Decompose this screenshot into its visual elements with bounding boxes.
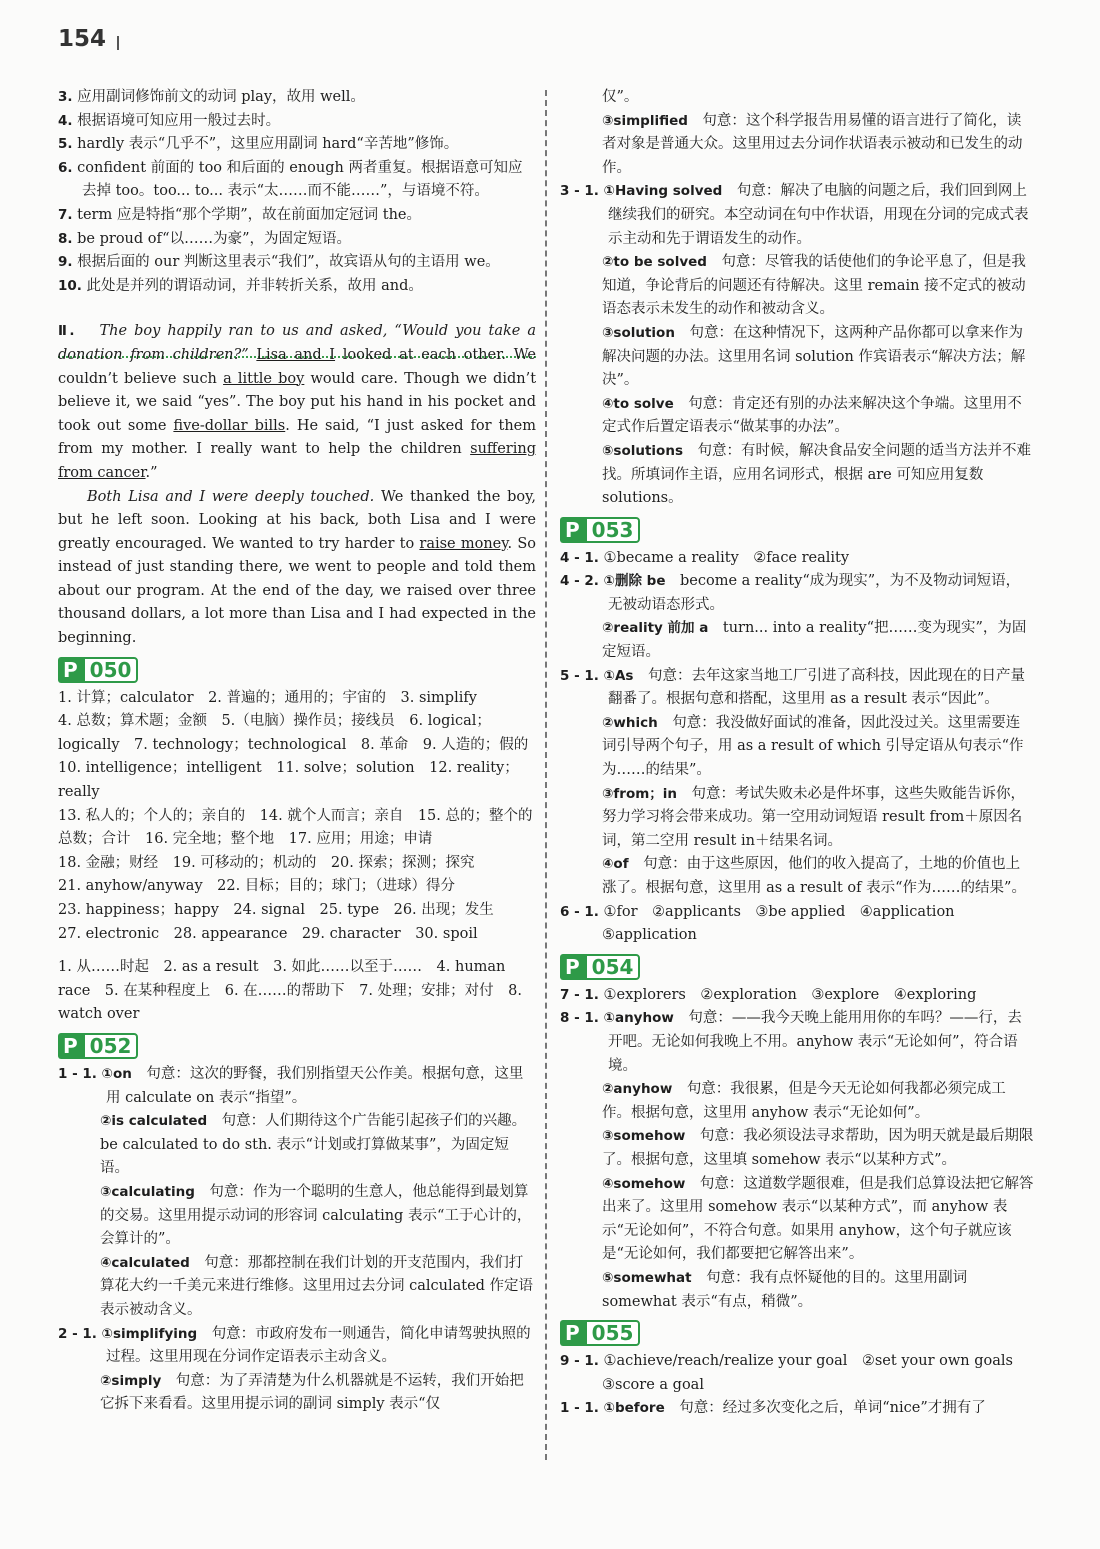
page-badge-053 [560, 517, 640, 543]
vocabulary-answers [58, 687, 548, 947]
entry-explanation: 句意：我必须设法寻求帮助，因为明天就是最后期限了。根据句意，这里填 somehow 表示“以某种方式”。 [602, 1128, 1034, 1168]
item-number: 5. [58, 136, 73, 153]
badge-number: 050 [83, 657, 139, 683]
entry-explanation: ①for ②applicants ③be applied ④application [603, 903, 955, 920]
section-label: Ⅱ. [58, 323, 75, 340]
page-number: 154 [58, 26, 107, 52]
answer-entry [58, 1252, 536, 1323]
passage-text: We thanked the boy, but he left soon. Looking at his back, both Lisa and I were greatly encouraged. We wanted to try harder to [58, 488, 536, 552]
answer-entry [58, 1370, 536, 1417]
vocab-line: 13. 私人的；个人的；亲自的 14. 就个人而言；亲自 15. 总的；整个的 总数；合计 16. 完全地；整个地 17. 应用；用途；申请 [58, 807, 548, 848]
entry-explanation: 句意：考试失败未必是件坏事，这些失败能告诉你，努力学习将会带来成功。第一空用动词短语 result from＋原因名词，第二空用 result in＋结果名词。 [602, 785, 1026, 849]
answer-blank: Lisa and I [256, 346, 336, 363]
entry-answer: ①before [603, 1400, 665, 1417]
badge-number: 054 [585, 954, 641, 980]
item-number: 4. [58, 112, 73, 129]
badge-number: 055 [585, 1320, 641, 1346]
entry-explanation: 句意：有时候，解决食品安全问题的适当方法并不难找。所填词作主语，应用名词形式，根据 are 可知应用复数 solutions。 [602, 442, 1031, 507]
answer-entry [560, 1007, 1034, 1078]
item-number: 8. [58, 230, 73, 247]
answer-entry [560, 1078, 1034, 1125]
entry-answer: ②anyhow [602, 1081, 673, 1098]
answer-blank: five-dollar bills [173, 417, 286, 434]
answer-entry [560, 1125, 1034, 1172]
vocab-line: 4. 总数；算术题；金额 5.（电脑）操作员；接线员 6. logical；logically 7. technology；technological 8. 革命 9. 人造的；假的 [58, 713, 529, 753]
entry-number: 1 - 1. [58, 1065, 97, 1082]
entry-explanation: ①explorers ②exploration ③explore ④exploring [603, 986, 977, 1003]
entry-explanation: 句意：经过多次变化之后，单词“nice”才拥有了 [679, 1400, 986, 1417]
item-text: 根据后面的 our 判断这里表示“我们”，故宾语从句的主语用 we。 [77, 254, 500, 271]
passage-text: . He said, “I just asked for them from my mother. I really want to help the children [58, 417, 537, 458]
entry-answer: ③somehow [602, 1128, 686, 1145]
answer-entry [560, 570, 1034, 617]
entry-explanation: 句意：——我今天晚上能用用你的车吗？——行，去开吧。无论如何我晚上不用。anyhow 表示“无论如何”，符合语境。 [608, 1010, 1022, 1074]
right-column [560, 86, 1034, 1421]
item-text: 此处是并列的谓语动词，并非转折关系，故用 and。 [86, 277, 423, 294]
answer-entry [560, 110, 1034, 181]
entry-answer: ①on [101, 1065, 132, 1082]
entry-explanation: ①achieve/reach/realize your goal ②set your own goals [603, 1353, 1013, 1370]
entry-explanation: 句意：那都控制在我们计划的开支范围内，我们打算花大约一千美元来进行维修。这里用过去分词 calculated 作定语表示被动含义。 [100, 1254, 534, 1318]
answer-entry [560, 617, 1034, 664]
entry-answer: ①As [603, 667, 634, 684]
answer-entry [560, 1397, 1034, 1421]
answer-entry [560, 440, 1034, 511]
item-text: 根据语境可知应用一般过去时。 [77, 112, 281, 129]
entry-explanation: 句意：市政府发布一则通告，简化申请驾驶执照的过程。这里用现在分词作定语表示主动含义。 [106, 1325, 531, 1366]
entry-answer: ④somehow [602, 1175, 686, 1192]
badge-p: P [58, 657, 83, 683]
badge-p: P [560, 1320, 585, 1346]
entry-explanation: ⑤application [602, 927, 697, 944]
left-column [58, 86, 548, 1417]
page-badge-055 [560, 1320, 640, 1346]
entry-answer: ②to be solved [602, 254, 707, 271]
answer-entry [560, 984, 1034, 1008]
page-number-divider [117, 36, 119, 50]
passage-text: . So instead of just standing there, we went to people and told them about our program. At the end of the day, we raised over three thousand dollars, a lot more than Lisa and I had expected in the beginning. [58, 535, 536, 647]
entry-explanation: 句意：由于这些原因，他们的收入提高了，土地的价值也上涨了。根据句意，这里用 as a result of 表示“作为……的结果”。 [602, 856, 1026, 896]
passage-text: .” [145, 464, 158, 481]
entry-explanation: turn... into a reality“把……变为现实”，为固定短语。 [602, 620, 1027, 661]
passage-text: would care. Though we didn’t believe it, we said “yes”. The boy put his hand in his pocket and took out some [58, 370, 537, 434]
entry-answer: ①Having solved [603, 183, 723, 200]
item-text: 应用副词修饰前文的动词 play，故用 well。 [77, 89, 365, 105]
entry-answer: ①simplifying [101, 1325, 198, 1342]
entry-explanation: 句意：为了弄清楚为什么机器就是不运转，我们开始把它拆下来看看。这里用提示词的副词 simply 表示“仅 [100, 1372, 524, 1413]
entry-number: 5 - 1. [560, 667, 599, 684]
answer-entry [560, 1350, 1034, 1374]
entry-explanation: 句意：在这种情况下，这两种产品你都可以拿来作为解决问题的办法。这里用名词 solution 作宾语表示“解决方法；解决”。 [602, 324, 1026, 389]
vocab-line: 18. 金融；财经 19. 可移动的；机动的 20. 探索；探测；探究 [58, 854, 475, 871]
entry-explanation: 句意：尽管我的话使他们的争论平息了，但是我知道，争论背后的问题还有待解决。这里 remain 接不定式的被动语态表示未发生的动作和被动含义。 [602, 254, 1026, 318]
entry-number: 7 - 1. [560, 986, 599, 1003]
phrase-answers: 1. 从……时起 2. as a result 3. 如此……以至于…… 4. human race 5. 在某种程度上 6. 在……的帮助下 7. 处理；安排；对付 8. watch over [58, 959, 522, 1023]
answer-item [58, 86, 536, 110]
entry-explanation: 句意：作为一个聪明的生意人，他总能得到最划算的交易。这里用提示动词的形容词 calculating 表示“工于心计的，会算计的”。 [100, 1183, 532, 1248]
answers-054 [560, 984, 1034, 1314]
answer-entry [560, 853, 1034, 900]
entry-answer: ①anyhow [603, 1010, 674, 1027]
entry-answer: ⑤somewhat [602, 1269, 692, 1286]
item-number: 9. [58, 254, 73, 271]
answer-entry [58, 1323, 536, 1370]
entry-answer: ④of [602, 856, 629, 873]
answer-blank: suffering from cancer [58, 441, 536, 481]
entry-answer: ②simply [100, 1372, 162, 1389]
entry-answer: ②which [602, 714, 658, 731]
entry-number: 1 - 1. [560, 1400, 599, 1417]
vocab-line: 21. anyhow/anyway 22. 目标；目的；球门；（进球）得分 [58, 878, 456, 895]
answer-entry [560, 783, 1034, 854]
entry-explanation: 句意：人们期待这个广告能引起孩子们的兴趣。be calculated to do sth. 表示“计划或打算做某事”，为固定短语。 [100, 1113, 527, 1177]
vocab-line: 10. intelligence；intelligent 11. solve；solution 12. reality；really [58, 760, 519, 801]
answer-item [58, 251, 536, 275]
answer-blank: a little boy [223, 370, 305, 387]
answer-entry [560, 86, 1034, 110]
badge-p: P [560, 954, 585, 980]
answer-entry [58, 1063, 536, 1110]
vocab-line: 27. electronic 28. appearance 29. character 30. spoil [58, 925, 478, 942]
answer-item [58, 110, 536, 134]
badge-p: P [560, 517, 585, 543]
entry-explanation: 句意：这道数学题很难，但是我们总算设法把它解答出来了。这里用 somehow 表示“以某种方式”，而 anyhow 表示“无论如何”，不符合句意。如果用 anyhow，这个句子就应该是“无论如何，我们都要把它解答出来”。 [602, 1175, 1034, 1263]
item-number: 6. [58, 159, 73, 176]
entry-explanation: 句意：我很累，但是今天无论如何我都必须完成工作。根据句意，这里用 anyhow 表示“无论如何”。 [602, 1081, 1006, 1121]
badge-number: 053 [585, 517, 641, 543]
page-badge-052 [58, 1033, 138, 1059]
answer-entry [560, 712, 1034, 783]
entry-answer: ③simplified [602, 112, 688, 129]
answer-entry [560, 665, 1034, 712]
entry-explanation: 句意：去年这家当地工厂引进了高科技，因此现在的日产量翻番了。根据句意和搭配，这里用 as a result 表示“因此”。 [608, 667, 1025, 708]
answer-entry [58, 1110, 536, 1181]
entry-answer: ②reality 前加 a [602, 620, 709, 637]
passage-sentence-given: Both Lisa and I were deeply touched. [87, 488, 375, 505]
answer-entry [560, 322, 1034, 393]
entry-explanation: 句意：这次的野餐，我们别指望天公作美。根据句意，这里用 calculate on 表示“指望”。 [106, 1065, 524, 1106]
vocab-line: 1. 计算；calculator 2. 普遍的；通用的；宇宙的 3. simplify [58, 689, 477, 706]
answer-entry [560, 1267, 1034, 1314]
entry-answer: ④to solve [602, 395, 674, 412]
item-number: 3. [58, 89, 73, 105]
answers-052 [58, 1063, 536, 1417]
column-divider [545, 90, 547, 1460]
entry-number: 4 - 2. [560, 573, 599, 590]
item-number: 7. [58, 206, 73, 223]
entry-explanation: 句意：我没做好面试的准备，因此没过关。这里需要连词引导两个句子，用 as a result of which 引导定语从句表示“作为……的结果”。 [602, 714, 1024, 779]
entry-answer: ②is calculated [100, 1113, 208, 1130]
answer-entry [58, 1181, 536, 1252]
answer-entry [560, 547, 1034, 571]
entry-number: 6 - 1. [560, 903, 599, 920]
answer-entry [560, 924, 1034, 948]
answer-item [58, 204, 536, 228]
entry-explanation: 句意：解决了电脑的问题之后，我们回到网上继续我们的研究。本空动词在句中作状语，用现在分词的完成式表示主动和先于谓语发生的动作。 [608, 183, 1029, 247]
entry-answer: ⑤solutions [602, 442, 683, 459]
entry-answer: ③from；in [602, 785, 678, 802]
entry-number: 2 - 1. [58, 1325, 97, 1342]
answer-entry [560, 180, 1034, 251]
entry-explanation: ③score a goal [602, 1376, 704, 1393]
answers-053 [560, 547, 1034, 948]
entry-explanation: ①became a reality ②face reality [603, 549, 850, 566]
entry-number: 9 - 1. [560, 1353, 599, 1370]
item-text: confident 前面的 too 和后面的 enough 两者重复。根据语意可知应去掉 too。too... to... 表示“太……而不能……”，与语境不符。 [77, 159, 523, 200]
answer-entry [560, 1374, 1034, 1398]
entry-number: 4 - 1. [560, 549, 599, 566]
entry-explanation: 句意：我有点怀疑他的目的。这里用副词 somewhat 表示“有点，稍微”。 [602, 1269, 968, 1310]
answer-entry [560, 1173, 1034, 1267]
item-number: 10. [58, 277, 82, 294]
item-text: hardly 表示“几乎不”，这里应用副词 hard“辛苦地”修饰。 [77, 136, 459, 153]
answer-item [58, 228, 536, 252]
answer-item [58, 157, 536, 204]
answer-entry [560, 393, 1034, 440]
entry-answer: ①删除 be [603, 573, 666, 590]
entry-answer: ③solution [602, 324, 675, 341]
entry-explanation: 句意：这个科学报告用易懂的语言进行了简化，读者对象是普通大众。这里用过去分词作状语表示被动和已发生的动作。 [602, 112, 1023, 176]
entry-number: 8 - 1. [560, 1010, 599, 1027]
answer-entry [560, 251, 1034, 322]
entry-number: 3 - 1. [560, 183, 599, 200]
answer-item [58, 275, 536, 299]
entry-answer: ③calculating [100, 1183, 195, 1200]
answer-entry [560, 901, 1034, 925]
answers-055 [560, 1350, 1034, 1421]
page-badge-050 [58, 657, 138, 683]
badge-p: P [58, 1033, 83, 1059]
passage-section [58, 320, 536, 650]
answers-052-continued [560, 86, 1034, 511]
item-text: term 应是特指“那个学期”，故在前面加定冠词 the。 [77, 206, 422, 223]
answer-list-corrections [58, 86, 536, 298]
answer-blank: raise money [419, 535, 508, 552]
badge-number: 052 [83, 1033, 139, 1059]
entry-explanation: become a reality“成为现实”，为不及物动词短语，无被动语态形式。 [608, 573, 1021, 613]
vocab-line: 23. happiness；happy 24. signal 25. type 26. 出现；发生 [58, 902, 494, 918]
passage-sentence-given: The boy happily ran to us and asked, “Would you take a donation from children?” [58, 323, 537, 363]
entry-explanation: 仅”。 [602, 89, 639, 105]
entry-explanation: 句意：肯定还有别的办法来解决这个争端。这里用不定式作后置定语表示“做某事的办法”。 [602, 395, 1022, 436]
entry-answer: ④calculated [100, 1254, 190, 1271]
page-badge-054 [560, 954, 640, 980]
item-text: be proud of“以……为豪”，为固定短语。 [77, 230, 351, 247]
answer-item [58, 133, 536, 157]
passage-text: looked at each other. We couldn’t believe such [58, 346, 537, 387]
